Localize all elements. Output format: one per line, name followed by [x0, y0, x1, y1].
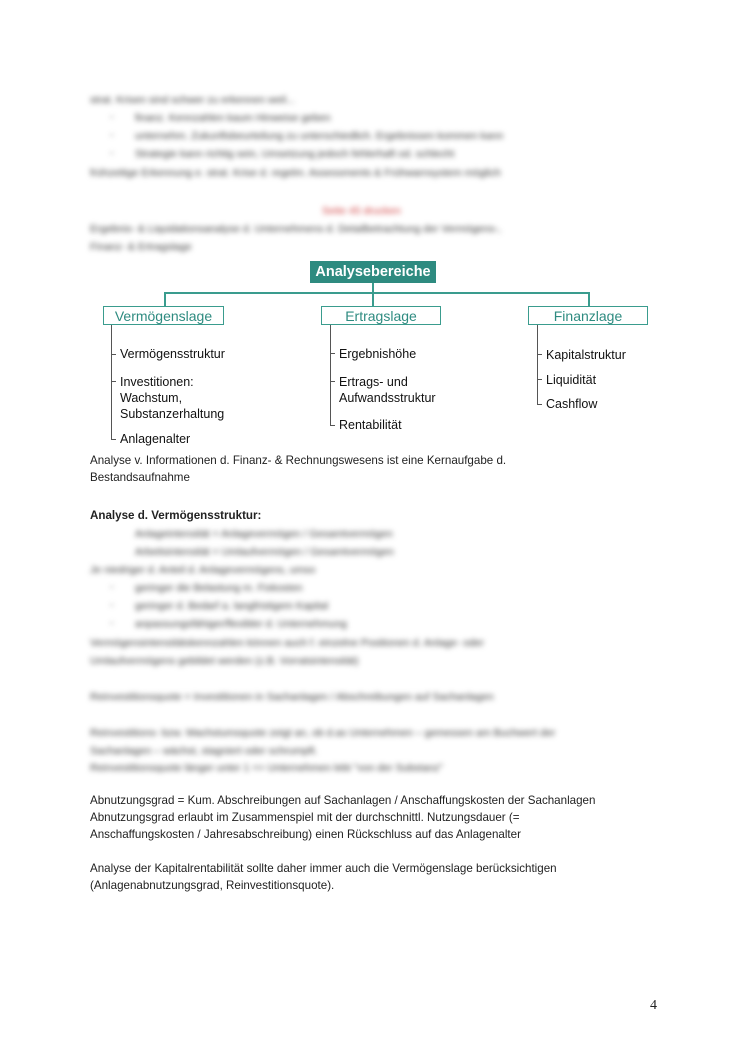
blurred-line: Je niedriger d. Anteil d. Anlagevermögens, umso: [90, 564, 316, 576]
tree-line: [330, 325, 331, 425]
connector: [372, 292, 374, 306]
bullet-dash: -: [110, 147, 114, 159]
box-finanzlage: Finanzlage: [528, 306, 648, 325]
blurred-line: Finanz- & Ertragslage: [90, 241, 192, 253]
bullet-dash: -: [110, 111, 114, 123]
blurred-line: Vermögensintensitätskennzahlen können auch f. einzelne Positionen d. Anlage- oder: [90, 637, 485, 649]
tree-line: [111, 325, 112, 439]
blurred-line: geringer die Belastung m. Fixkosten: [135, 582, 303, 594]
connector: [164, 292, 589, 294]
bullet-dash: -: [110, 599, 114, 611]
paragraph-line: (Anlagenabnutzungsgrad, Reinvestitionsquote).: [90, 879, 335, 892]
tree-tick: [537, 379, 542, 380]
tree-tick: [111, 439, 116, 440]
diagram-item: Vermögensstruktur: [120, 347, 225, 361]
diagram-item: Cashflow: [546, 397, 598, 411]
tree-line: [537, 325, 538, 404]
tree-tick: [330, 353, 335, 354]
connector: [164, 292, 166, 306]
paragraph-line: Anschaffungskosten / Jahresabschreibung) einen Rückschluss auf das Anlagenalter: [90, 828, 521, 841]
blurred-line: Sachanlagen – wächst, stagniert oder schrumpft.: [90, 745, 318, 757]
paragraph-line: Abnutzungsgrad erlaubt im Zusammenspiel mit der durchschnittl. Nutzungsdauer (=: [90, 811, 520, 824]
diagram-item: Ergebnishöhe: [339, 347, 417, 361]
blurred-line: finanz. Kennzahlen kaum Hinweise geben: [135, 112, 331, 124]
blurred-line: Reinvestitionsquote länger unter 1 => Unternehmen lebt "von der Substanz": [90, 762, 444, 774]
diagram-item: Liquidität: [546, 373, 597, 387]
bullet-dash: -: [110, 129, 114, 141]
blurred-line: Umlaufvermögens gebildet werden (z.B. Vorratsintensität): [90, 655, 359, 667]
connector: [588, 292, 590, 306]
paragraph-line: Bestandsaufnahme: [90, 471, 190, 484]
diagram-item: Ertrags- und Aufwandsstruktur: [339, 375, 436, 405]
diagram-title-box: Analysebereiche: [310, 261, 436, 283]
section-heading: Analyse d. Vermögensstruktur:: [90, 509, 262, 522]
blurred-line: Anlageintensität = Anlagevermögen / Gesamtvermögen: [135, 528, 393, 540]
blurred-line: geringer d. Bedarf a. langfristigem Kapital: [135, 600, 329, 612]
blurred-line: frühzeitige Erkennung e. strat. Krise d. regelm. Assessments & Frühwarnsystem möglich: [90, 167, 501, 179]
diagram-item: Anlagenalter: [120, 432, 191, 446]
tree-tick: [537, 404, 542, 405]
box-vermoegenslage: Vermögenslage: [103, 306, 224, 325]
diagram-item: Rentabilität: [339, 418, 402, 432]
paragraph-line: Abnutzungsgrad = Kum. Abschreibungen auf Sachanlagen / Anschaffungskosten der Sachanlagen: [90, 794, 596, 807]
paragraph-line: Analyse der Kapitalrentabilität sollte daher immer auch die Vermögenslage berücksichtigen: [90, 862, 557, 875]
blurred-line: Arbeitsintensität = Umlaufvermögen / Gesamtvermögen: [135, 546, 394, 558]
tree-tick: [111, 354, 116, 355]
blurred-line: Reinvestitions- bzw. Wachstumsquote zeigt an, ob d.as Unternehmen – gemessen am Buchwert der: [90, 727, 556, 739]
blurred-red-note: Seite 45 drucken: [322, 205, 401, 217]
blurred-line: anpassungsfähiger/flexibler d. Unternehmung: [135, 618, 347, 630]
diagram-item: Investitionen: Wachstum, Substanzerhaltung: [120, 375, 225, 421]
box-ertragslage: Ertragslage: [321, 306, 441, 325]
blurred-line: unternehm. Zukunftsbeurteilung zu unterschiedlich. Ergebnissen kommen kann: [135, 130, 504, 142]
tree-tick: [537, 354, 542, 355]
blurred-line: Strategie kann richtig sein, Umsetzung jedoch fehlerhaft od. schlecht: [135, 148, 455, 160]
tree-tick: [111, 381, 116, 382]
tree-tick: [330, 381, 335, 382]
diagram-item: Kapitalstruktur: [546, 348, 626, 362]
blurred-line: Reinvestitionsquote = Investitionen in Sachanlagen / Abschreibungen auf Sachanlagen: [90, 691, 494, 703]
page-number: 4: [650, 998, 657, 1013]
blurred-line: strat. Krisen sind schwer zu erkennen weil...: [90, 94, 295, 106]
tree-tick: [330, 425, 335, 426]
paragraph-line: Analyse v. Informationen d. Finanz- & Rechnungswesens ist eine Kernaufgabe d.: [90, 454, 507, 467]
blurred-line: Ergebnis- & Liquidationsanalyse d. Unternehmens d. Detailbetrachtung der Vermögens-,: [90, 223, 501, 235]
analysis-diagram: [0, 0, 750, 460]
bullet-dash: -: [110, 617, 114, 629]
bullet-dash: -: [110, 581, 114, 593]
